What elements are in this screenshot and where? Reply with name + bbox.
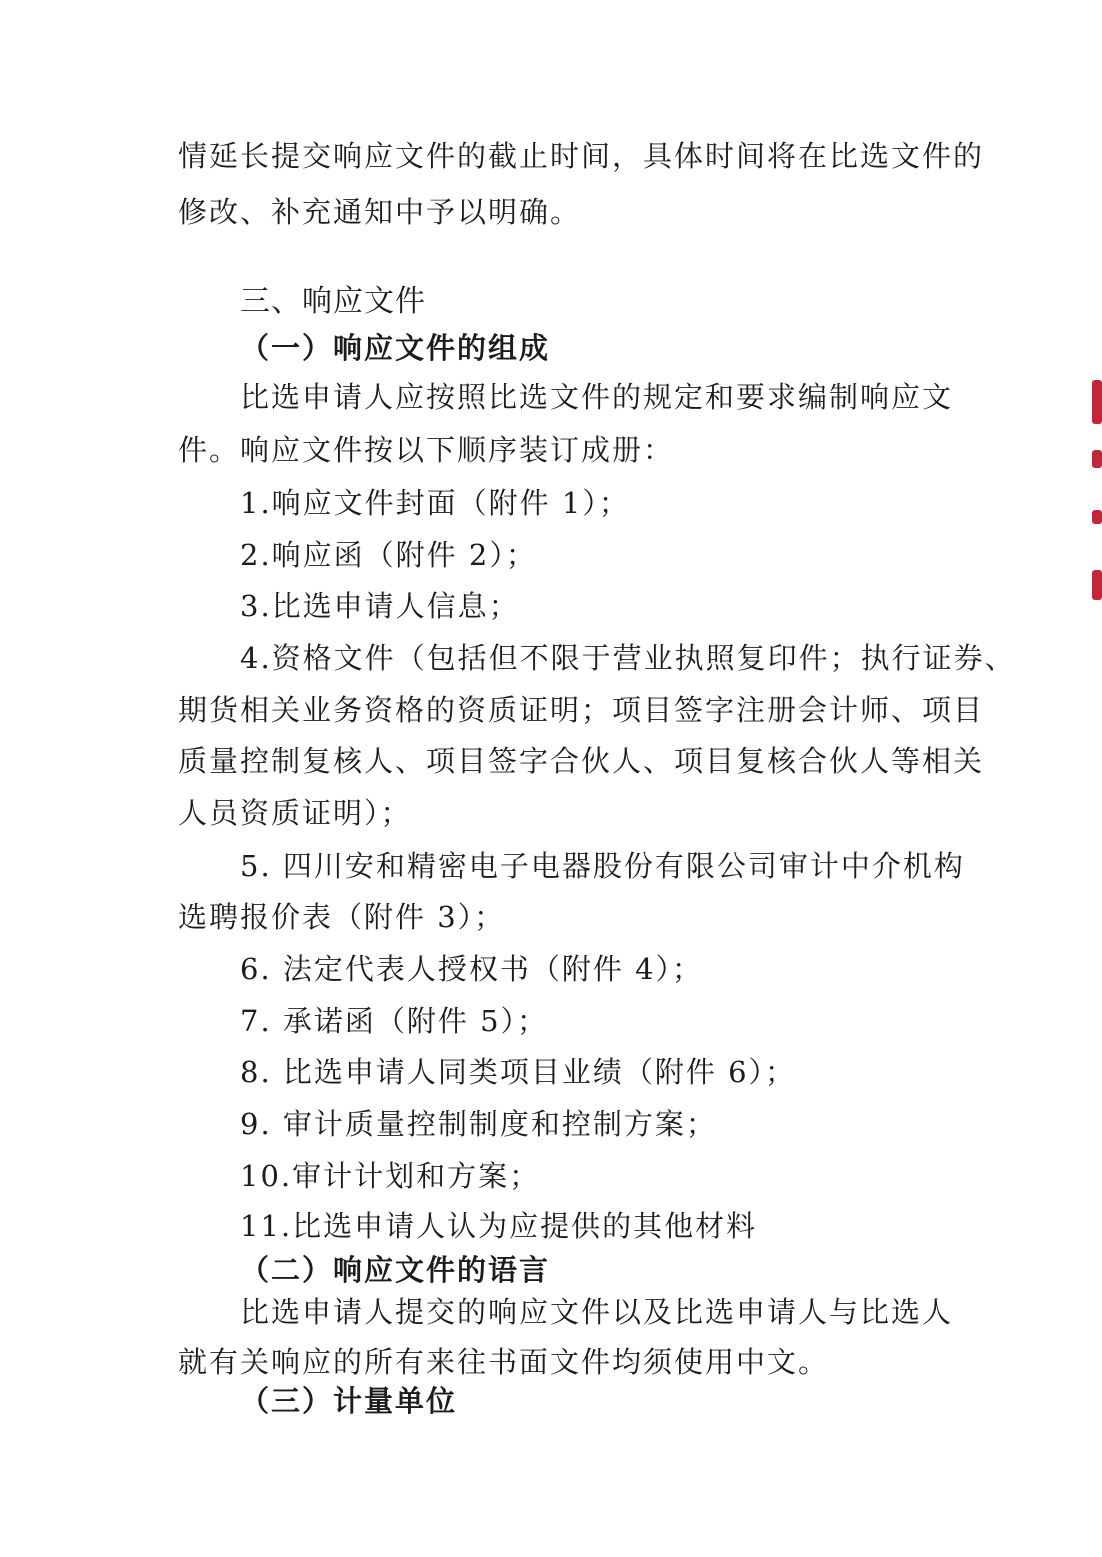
subsection-heading: （一）响应文件的组成 xyxy=(240,331,551,365)
seal-stamp-fragment xyxy=(1088,380,1102,610)
list-item: 10.审计计划和方案； xyxy=(240,1159,541,1193)
list-item-continued: 质量控制复核人、项目签字合伙人、项目复核合伙人等相关 xyxy=(178,744,985,778)
body-text-line: 修改、补充通知中予以明确。 xyxy=(178,195,582,229)
list-item: 4.资格文件（包括但不限于营业执照复印件；执行证券、 xyxy=(240,641,1016,675)
subsection-heading: （三）计量单位 xyxy=(240,1384,458,1418)
list-item: 9. 审计质量控制制度和控制方案； xyxy=(240,1107,717,1141)
list-item: 6. 法定代表人授权书（附件 4）； xyxy=(240,952,704,986)
list-item: 2.响应函（附件 2）； xyxy=(240,538,537,572)
subsection-heading: （二）响应文件的语言 xyxy=(240,1253,551,1287)
section-heading: 三、响应文件 xyxy=(240,284,426,319)
list-item: 3.比选申请人信息； xyxy=(240,589,520,623)
list-item-continued: 选聘报价表（附件 3）； xyxy=(178,900,506,934)
list-item: 5. 四川安和精密电子电器股份有限公司审计中介机构 xyxy=(240,849,965,883)
body-text-line: 比选申请人应按照比选文件的规定和要求编制响应文 xyxy=(240,380,954,414)
body-text-line: 比选申请人提交的响应文件以及比选申请人与比选人 xyxy=(240,1295,954,1329)
list-item-continued: 期货相关业务资格的资质证明；项目签字注册会计师、项目 xyxy=(178,693,985,727)
body-text-line: 件。响应文件按以下顺序装订成册： xyxy=(178,433,675,467)
body-text-line: 就有关响应的所有来往书面文件均须使用中文。 xyxy=(178,1345,830,1379)
list-item: 8. 比选申请人同类项目业绩（附件 6）； xyxy=(240,1055,797,1089)
list-item: 1.响应文件封面（附件 1）； xyxy=(240,486,630,520)
body-text-line: 情延长提交响应文件的截止时间，具体时间将在比选文件的 xyxy=(178,139,985,173)
list-item-continued: 人员资质证明）； xyxy=(178,796,412,830)
list-item: 7. 承诺函（附件 5）； xyxy=(240,1004,549,1038)
list-item: 11.比选申请人认为应提供的其他材料 xyxy=(240,1209,758,1243)
